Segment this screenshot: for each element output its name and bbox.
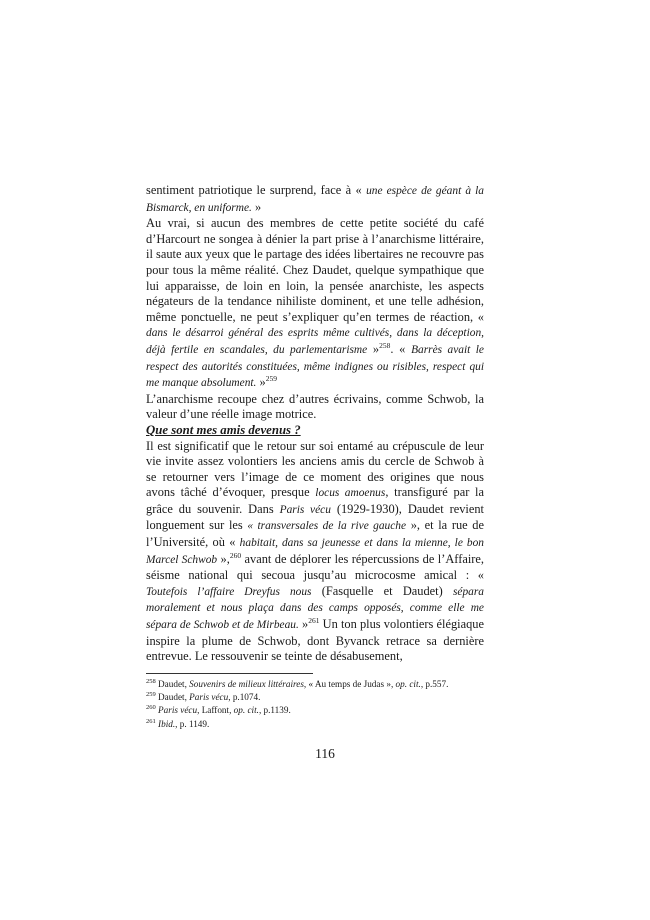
footnote-ref-259[interactable]: 259 bbox=[265, 374, 277, 383]
footnote-259: $^{259}$ Daudet, Paris vécu, p.1074. bbox=[146, 691, 261, 703]
footnote-261: $^{261}$ Ibid., p. 1149. bbox=[146, 717, 210, 729]
quote-barres: Barrès avait le respect des autorités constituées, même indignes ou risibles, respect qui me manque absolument. bbox=[146, 343, 484, 390]
footnotes bbox=[146, 678, 484, 731]
paragraph-3: L’anarchisme recoupe chez d’autres écrivains, comme Schwob, la valeur d’une réelle image motrice. bbox=[146, 391, 484, 422]
footnote-260: $^{260}$ Paris vécu, Laffont, op. cit., p.1139. bbox=[146, 704, 291, 716]
footnote-ref-260[interactable]: 260 bbox=[229, 550, 242, 560]
paragraph-1: sentiment patriotique le surprend, face à « une espèce de géant à la Bismarck, en uniforme. » bbox=[146, 183, 484, 214]
quote-parlementarisme: dans le désarroi général des esprits même cultivés, dans la déception, déjà fertile en scandales, du parlementarisme bbox=[146, 327, 484, 356]
paragraph-2: Au vrai, si aucun des membres de cette petite société du café d’Harcourt ne songea à dénier la part prise à l’anarchisme littéraire, il saute aux yeux que le partage des idées libertaires ne recouvre pas pour tous la même réalité. Chez Daudet, quelque sympathique que lui apparaisse, de loin en loin, la pensée anarchiste, les aspects négateurs de la tendance nihiliste dominent, et une telle adhésion, même ponctuelle, ne peut s’expliquer qu’en termes de réaction, « dans le désarroi général des esprits même cultivés, dans la déception, déjà fertile en scandales, du parlementarisme »$^{258}$. « Barrès avait le respect des autorités constituées, même indignes ou risibles, respect qui me manque absolument. »$^{259}$ bbox=[146, 216, 484, 390]
main-text bbox=[146, 183, 484, 665]
footnote-ref-261[interactable]: 261 bbox=[308, 615, 320, 625]
quote-bismarck: une espèce de géant à la Bismarck, en uniforme. bbox=[146, 185, 484, 214]
section-heading: Que sont mes amis devenus ? bbox=[146, 422, 301, 437]
footnote-divider bbox=[146, 673, 313, 674]
footnote-ref-258[interactable]: 258 bbox=[379, 340, 391, 350]
page-number: 116 bbox=[315, 746, 335, 761]
footnote-258: $^{258}$ Daudet, Souvenirs de milieux littéraires, « Au temps de Judas », op. cit., p.557. bbox=[146, 677, 449, 689]
paragraph-4: Il est significatif que le retour sur soi entamé au crépuscule de leur vie invite assez volontiers les anciens amis du cercle de Schwob à se retourner vers l’image de ce moment des origines que nous avons tâché d’évoquer, presque locus amoenus, transfiguré par la grâce du souvenir. Dans Paris vécu (1929-1930), Daudet revient longuement sur les « transversales de la rive gauche », et la rue de l’Université, où « habitait, dans sa jeunesse et dans la mienne, le bon Marcel Schwob »,$^{260}$ avant de déplorer les répercussions de l’Affaire, séisme national qui secoua jusqu’au microcosme amical : « Toutefois l’affaire Dreyfus nous (Fasquelle et Daudet) sépara moralement et nous plaça dans des camps opposés, comme elle me sépara de Schwob et de Mirbeau. »$^{261}$ Un ton plus volontiers élégiaque inspire la plume de Schwob, dont Byvanck retrace sa dernière entrevue. Le ressouvenir se teinte de désabusement, bbox=[146, 438, 485, 664]
